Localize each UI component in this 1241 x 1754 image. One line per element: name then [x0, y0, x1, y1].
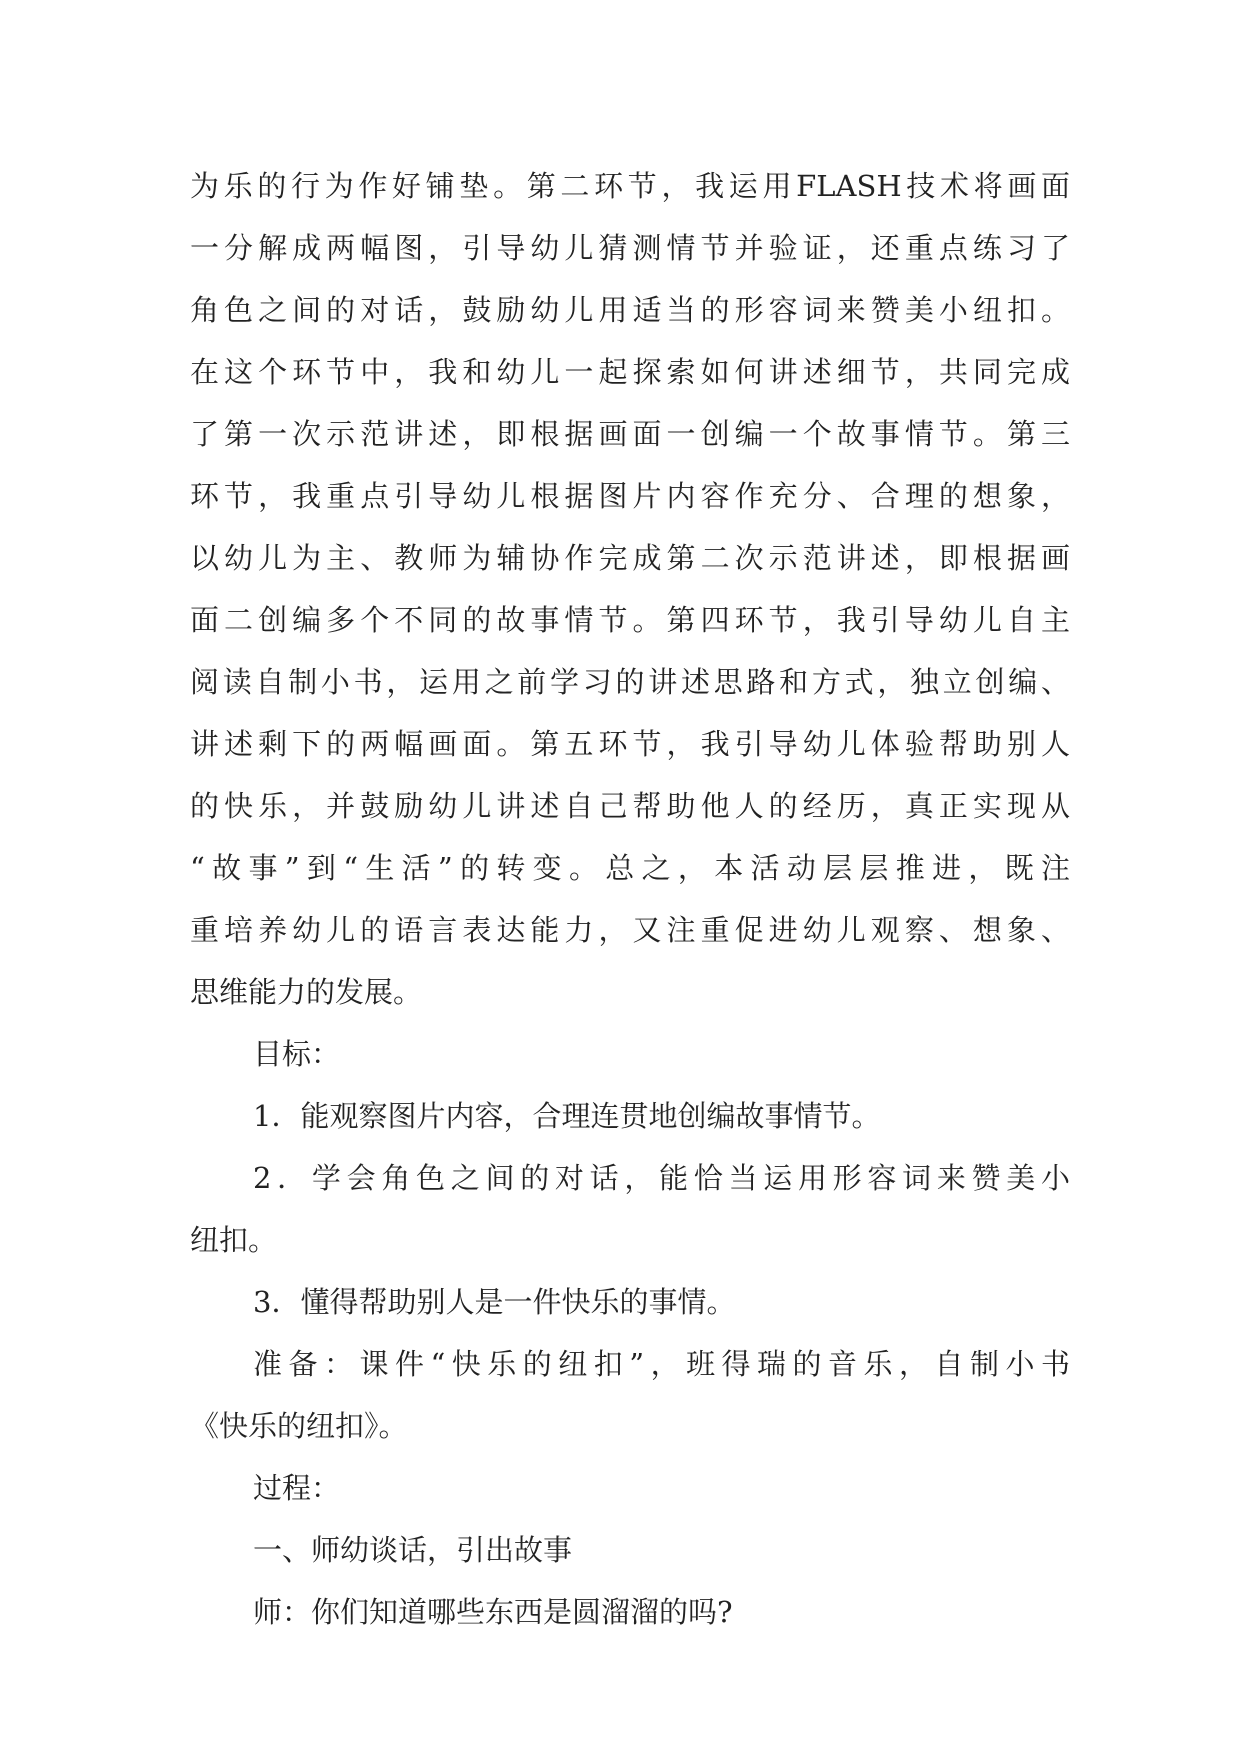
paragraph-line: 角色之间的对话，鼓励幼儿用适当的形容词来赞美小纽扣。 [190, 293, 1070, 327]
preparation-text: 准备：课件“快乐的纽扣”，班得瑞的音乐，自制小书 [253, 1347, 1070, 1381]
paragraph-line: 以幼儿为主、教师为辅协作完成第二次示范讲述，即根据画 [190, 541, 1070, 575]
goal-item-2-continued: 纽扣。 [190, 1223, 278, 1257]
step-1-heading: 一、师幼谈话，引出故事 [253, 1533, 573, 1567]
process-heading: 过程： [253, 1471, 341, 1505]
paragraph-line: 一分解成两幅图，引导幼儿猜测情节并验证，还重点练习了 [190, 231, 1070, 265]
paragraph-line: 了第一次示范讲述，即根据画面一创编一个故事情节。第三 [190, 417, 1070, 451]
paragraph-line: “故事”到“生活”的转变。总之，本活动层层推进，既注 [190, 851, 1070, 885]
paragraph-line: 环节，我重点引导幼儿根据图片内容作充分、合理的想象， [190, 479, 1070, 513]
paragraph-line: 为乐的行为作好铺垫。第二环节，我运用FLASH技术将画面 [190, 169, 1070, 203]
preparation-text-continued: 《快乐的纽扣》。 [190, 1409, 408, 1443]
teacher-question: 师：你们知道哪些东西是圆溜溜的吗? [253, 1595, 733, 1629]
goal-item-2: 2．学会角色之间的对话，能恰当运用形容词来赞美小 [253, 1161, 1070, 1195]
goal-item-3: 3．懂得帮助别人是一件快乐的事情。 [253, 1285, 736, 1319]
goal-item-1: 1．能观察图片内容，合理连贯地创编故事情节。 [253, 1099, 881, 1133]
paragraph-line: 在这个环节中，我和幼儿一起探索如何讲述细节，共同完成 [190, 355, 1070, 389]
paragraph-line: 阅读自制小书，运用之前学习的讲述思路和方式，独立创编、 [190, 665, 1070, 699]
paragraph-line: 思维能力的发展。 [190, 975, 423, 1009]
paragraph-line: 面二创编多个不同的故事情节。第四环节，我引导幼儿自主 [190, 603, 1070, 637]
paragraph-line: 重培养幼儿的语言表达能力，又注重促进幼儿观察、想象、 [190, 913, 1070, 947]
goals-heading: 目标： [253, 1037, 341, 1071]
paragraph-line: 的快乐，并鼓励幼儿讲述自己帮助他人的经历，真正实现从 [190, 789, 1070, 823]
body-text [190, 155, 1070, 1643]
paragraph-line: 讲述剩下的两幅画面。第五环节，我引导幼儿体验帮助别人 [190, 727, 1070, 761]
